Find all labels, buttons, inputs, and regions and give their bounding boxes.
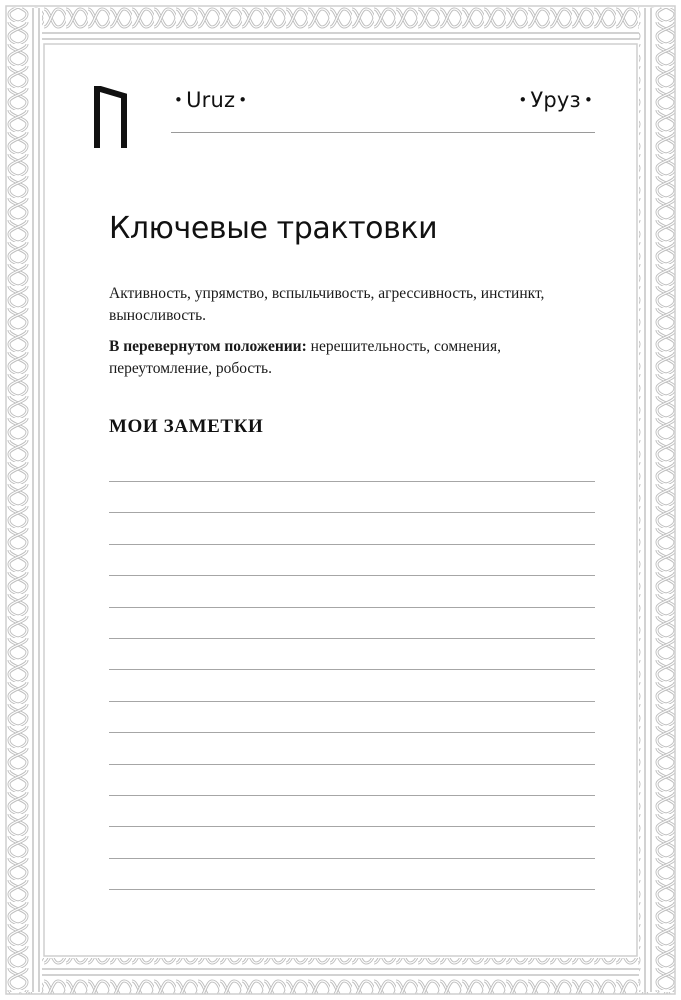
note-line — [109, 795, 595, 796]
note-line — [109, 889, 595, 890]
rune-name-latin — [171, 88, 250, 112]
reversed-label: В перевернутом положении: — [109, 338, 307, 355]
note-line — [109, 732, 595, 733]
key-interpretations-title: Ключевые трактовки — [109, 211, 438, 246]
note-line — [109, 701, 595, 702]
uruz-rune-icon — [94, 86, 129, 148]
upright-meaning-text: Активность, упрямство, вспыльчивость, агрессивность, инстинкт, выносливость. — [109, 285, 545, 324]
header-divider — [171, 132, 595, 133]
rune-page — [45, 45, 636, 955]
note-line — [109, 575, 595, 576]
my-notes-title: МОИ ЗАМЕТКИ — [109, 416, 264, 437]
bullet-left: • — [518, 91, 528, 109]
bullet-right: • — [583, 91, 593, 109]
reversed-meaning-paragraph — [109, 336, 599, 380]
rune-name-cyrillic-text: Уруз — [530, 88, 581, 112]
rune-name-cyrillic — [515, 88, 596, 112]
note-line — [109, 826, 595, 827]
note-line — [109, 512, 595, 513]
bullet-left: • — [174, 91, 184, 109]
note-line — [109, 638, 595, 639]
note-line — [109, 481, 595, 482]
note-line — [109, 607, 595, 608]
note-line — [109, 858, 595, 859]
note-line — [109, 669, 595, 670]
note-line — [109, 544, 595, 545]
note-line — [109, 764, 595, 765]
bullet-right: • — [238, 91, 248, 109]
rune-name-latin-text: Uruz — [186, 88, 236, 112]
reversed-meaning-text: нерешительность, сомнения, переутомление, робость. — [109, 338, 501, 377]
